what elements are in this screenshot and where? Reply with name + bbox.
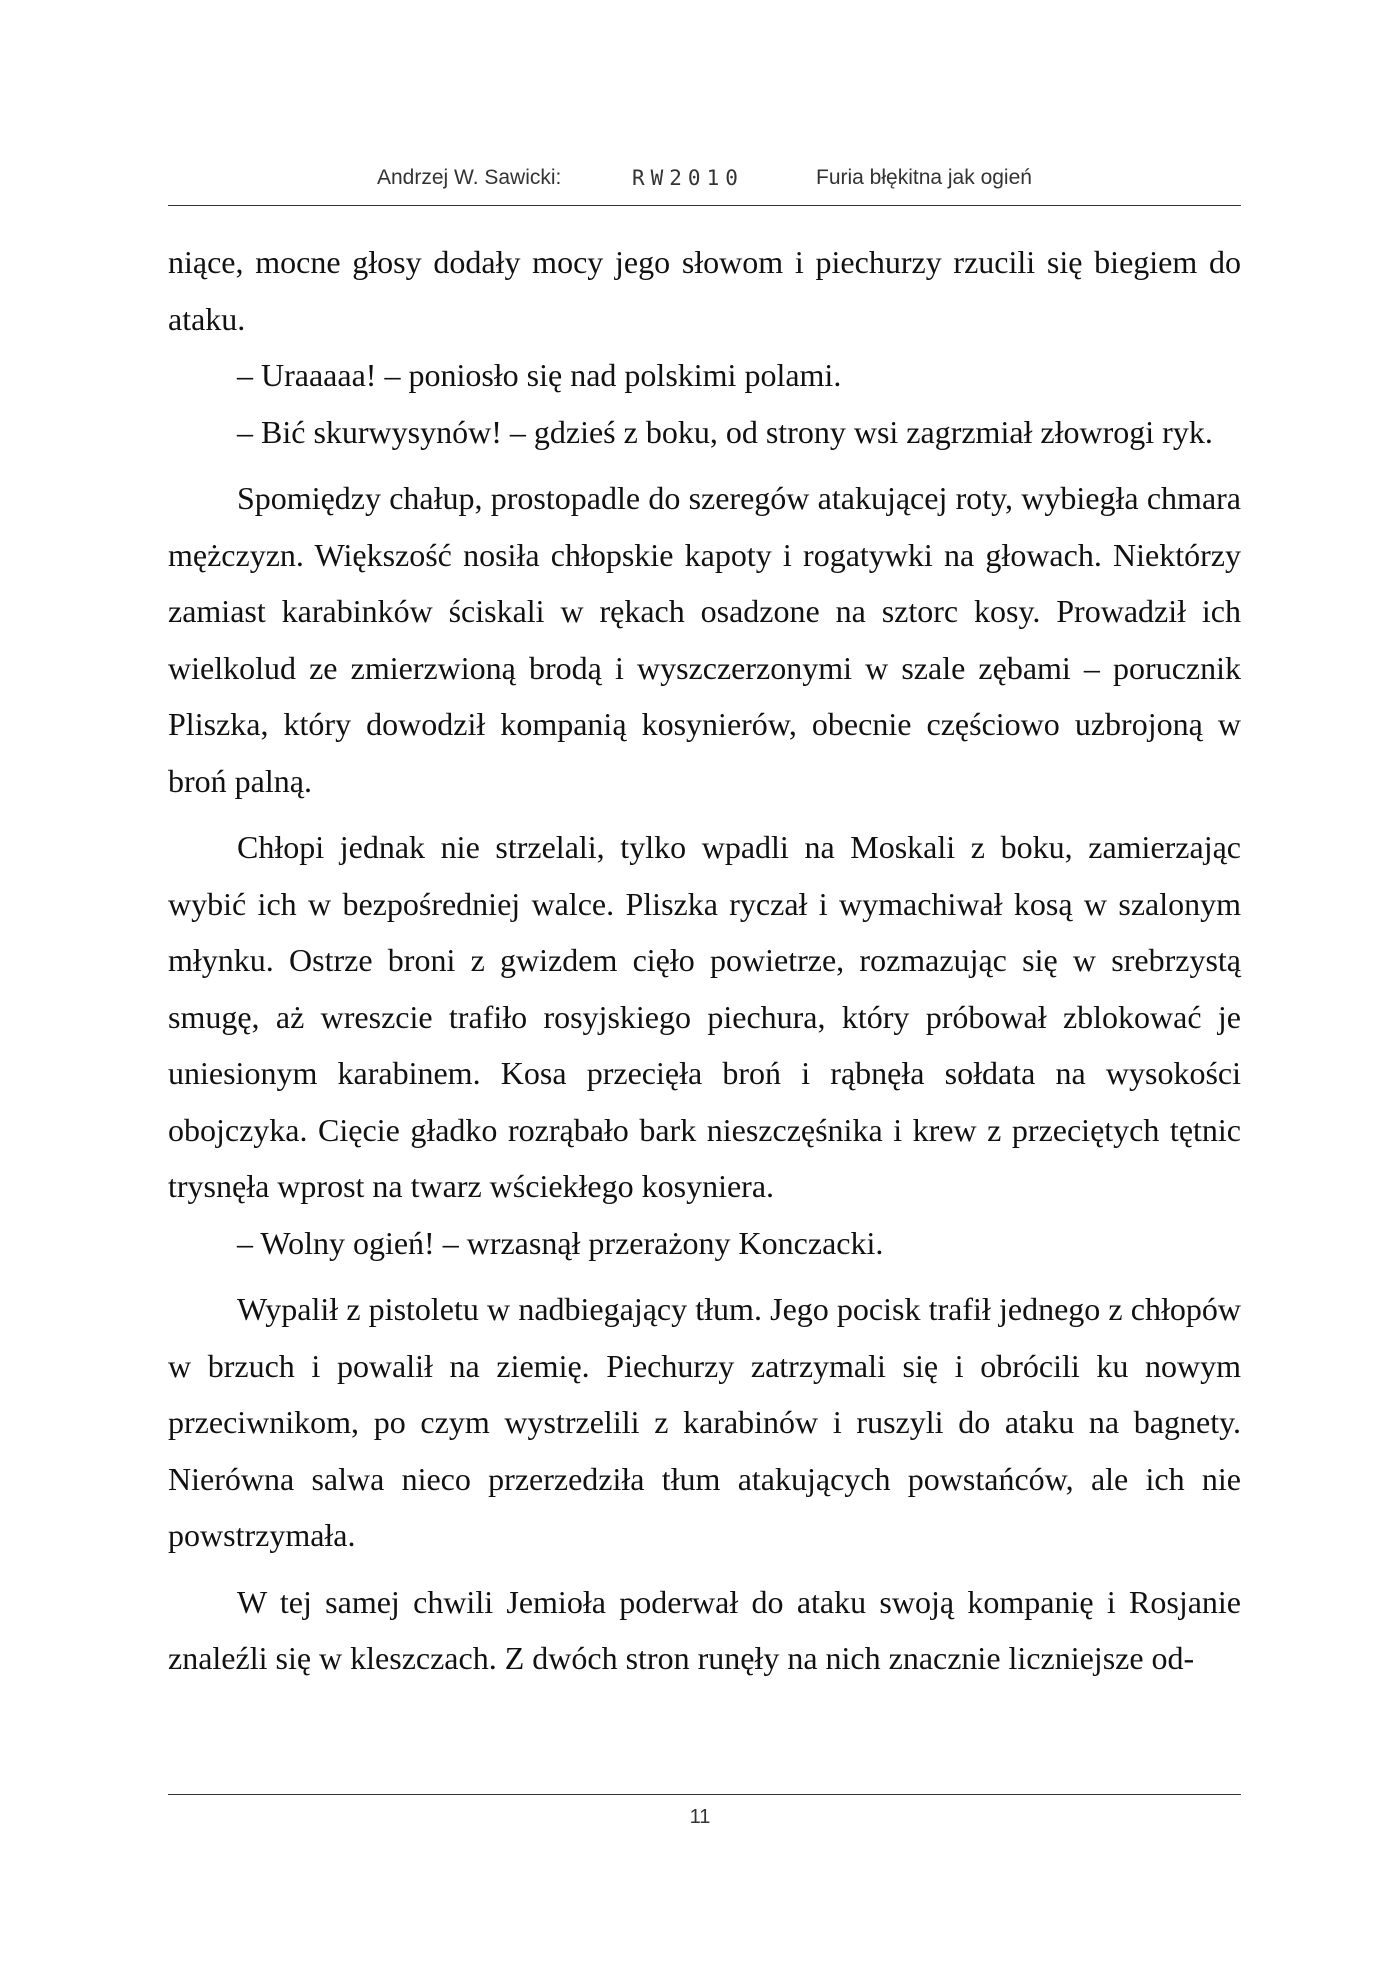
paragraph-4: Spomiędzy chałup, prostopadle do szeregów atakującej roty, wybiegła chmara mężczyzn. Większość nosiła chłopskie kapoty i rogatywki na głowach. Niektórzy zamiast karabinków ściskali w rękach osadzone na sztorc kosy. Prowadził ich wielkolud ze zmierzwioną brodą i wyszczerzonymi w szale zębami – porucznik Pliszka, który dowodził kompanią kosynierów, obecnie częściowo uzbrojoną w broń palną.: [168, 480, 1241, 799]
page-body: [168, 234, 1241, 1687]
header-code: RW2010: [632, 166, 744, 190]
paragraph-7: Wypalił z pistoletu w nadbiegający tłum. Jego pocisk trafił jednego z chłopów w brzuch i powalił na ziemię. Piechurzy zatrzymali się i obrócili ku nowym przeciwnikom, po czym wystrzelili z karabinów i ruszyli do ataku na bagnety. Nierówna salwa nieco przerzedziła tłum atakujących powstańców, ale ich nie powstrzymała.: [168, 1291, 1241, 1553]
paragraph-1: niące, mocne głosy dodały mocy jego słowom i piechurzy rzucili się biegiem do ataku.: [168, 244, 1241, 337]
header-author: Andrzej W. Sawicki:: [377, 166, 562, 189]
paragraph-8: W tej samej chwili Jemioła poderwał do ataku swoją kompanię i Rosjanie znaleźli się w kleszczach. Z dwóch stron runęły na nich znacznie liczniejsze od-: [168, 1583, 1241, 1676]
paragraph-2: – Uraaaaa! – poniosło się nad polskimi polami.: [237, 357, 842, 393]
footer-rule: [168, 1794, 1241, 1795]
paragraph-3: – Bić skurwysynów! – gdzieś z boku, od strony wsi zagrzmiał złowrogi ryk.: [237, 413, 1213, 450]
page-number: 11: [689, 1806, 711, 1828]
header-rule: [168, 205, 1241, 206]
header-title: Furia błękitna jak ogień: [816, 166, 1032, 189]
paragraph-6: – Wolny ogień! – wrzasnął przerażony Konczacki.: [237, 1224, 884, 1261]
running-header: [0, 166, 1400, 190]
paragraph-5: Chłopi jednak nie strzelali, tylko wpadli na Moskali z boku, zamierzając wybić ich w bezpośredniej walce. Pliszka ryczał i wymachiwał kosą w szalonym młynku. Ostrze broni z gwizdem cięło powietrze, rozmazując się w srebrzystą smugę, aż wreszcie trafiło rosyjskiego piechura, który próbował zblokować je uniesionym karabinem. Kosa przecięła broń i rąbnęła sołdata na wysokości obojczyka. Cięcie gładko rozrąbało bark nieszczęśnika i krew z przeciętych tętnic trysnęła wprost na twarz wściekłego kosyniera.: [168, 829, 1241, 1204]
